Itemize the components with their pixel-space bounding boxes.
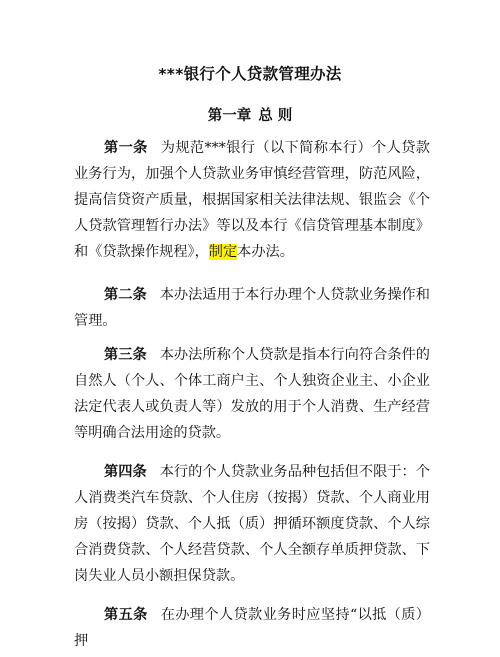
article-label: 第三条 bbox=[104, 347, 147, 363]
chapter-heading bbox=[0, 104, 500, 125]
highlighted-text: 制定 bbox=[208, 244, 238, 260]
article-4 bbox=[74, 459, 430, 589]
article-label: 第一条 bbox=[104, 140, 148, 156]
article-1 bbox=[74, 135, 430, 265]
article-text: 为规范***银行（以下简称本行）个人贷款业务行为，加强个人贷款业务审慎经营管理，防范风险，提高信贷资产质量，根据国家相关法律法规、银监会《个人贷款管理暂行办法》等以及本行《信贷管理基本制度》和《贷款操作规程》， bbox=[74, 140, 430, 260]
article-label: 第二条 bbox=[104, 287, 147, 303]
article-3 bbox=[74, 342, 430, 446]
article-text: 本办法适用于本行办理个人贷款业务操作和管理。 bbox=[74, 287, 430, 329]
article-label: 第五条 bbox=[104, 607, 148, 623]
document-title: ***银行个人贷款管理办法 bbox=[158, 65, 342, 83]
article-text: 在办理个人贷款业务时应坚持“以抵（质）押 bbox=[74, 607, 430, 649]
article-2 bbox=[74, 282, 430, 334]
article-text: 本行的个人贷款业务品种包括但不限于：个人消费类汽车贷款、个人住房（按揭）贷款、个人商业用房（按揭）贷款、个人抵（质）押循环额度贷款、个人综合消费贷款、个人经营贷款、个人全额存单质押贷款、下岗失业人员小额担保贷款。 bbox=[74, 464, 430, 584]
chapter-number: 第一章 bbox=[207, 108, 252, 124]
article-label: 第四条 bbox=[104, 464, 147, 480]
chapter-name: 总 则 bbox=[258, 108, 293, 124]
article-text-end: 本办法。 bbox=[237, 244, 294, 260]
article-5 bbox=[74, 602, 430, 654]
article-text: 本办法所称个人贷款是指本行向符合条件的自然人（个人、个体工商户主、个人独资企业主、小企业法定代表人或负责人等）发放的用于个人消费、生产经营等明确合法用途的贷款。 bbox=[74, 347, 430, 441]
